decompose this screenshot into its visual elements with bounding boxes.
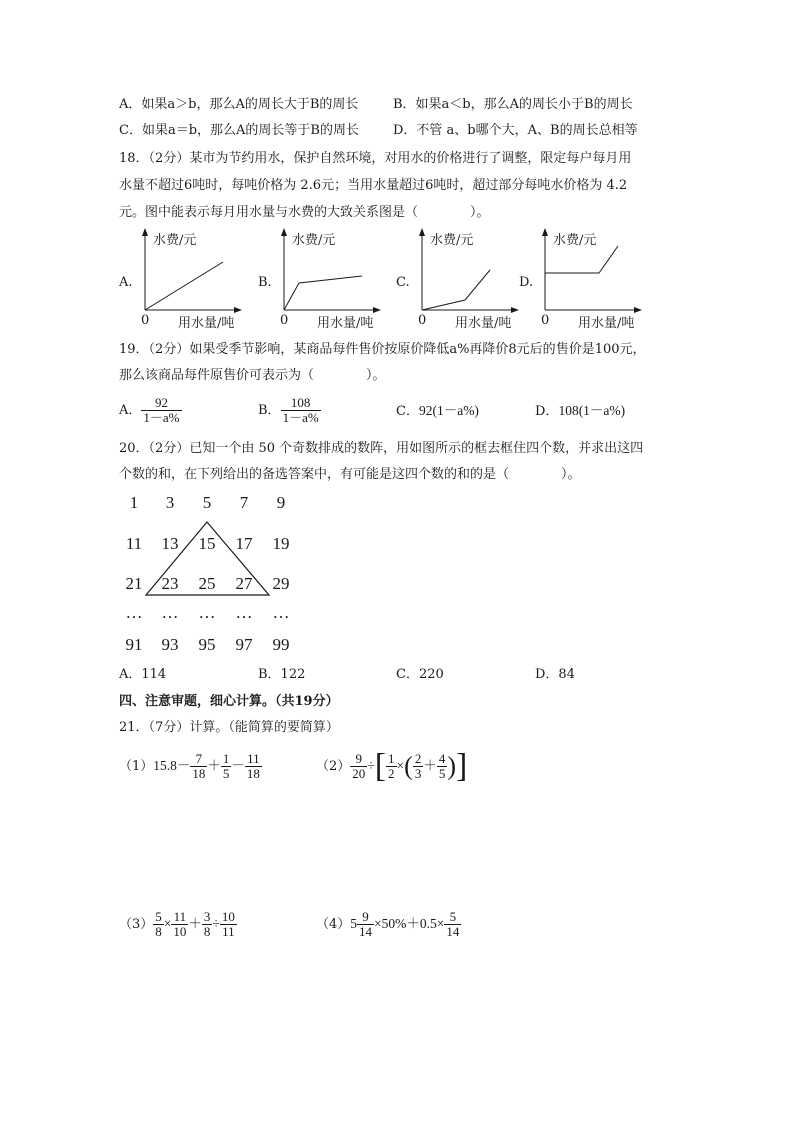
array-cell: 3 xyxy=(165,493,175,512)
array-cell: 23 xyxy=(161,574,179,593)
array-cell: … xyxy=(161,603,179,622)
array-cell: 1 xyxy=(129,493,139,512)
array-cell: 97 xyxy=(235,635,253,654)
array-cell: 15 xyxy=(198,534,216,553)
graph-d-ylabel: 水费/元 xyxy=(553,233,597,248)
graph-d-x-arrow xyxy=(634,307,642,313)
array-cells xyxy=(126,493,290,654)
fraction xyxy=(350,752,367,781)
fraction-denominator: 5 xyxy=(222,766,230,781)
q19-stem-line2: 那么该商品每件原售价可表示为（ ）。 xyxy=(119,368,386,383)
graph-d-curve xyxy=(545,246,618,273)
q19-option-b xyxy=(258,394,321,428)
graph-a-ylabel: 水费/元 xyxy=(153,233,197,248)
fraction-denominator: 8 xyxy=(203,924,211,939)
fraction-numerator: 9 xyxy=(355,751,363,766)
fraction-numerator: 1 xyxy=(388,751,395,766)
fraction-denominator: 8 xyxy=(155,924,162,939)
fraction-denominator: 5 xyxy=(438,766,446,781)
graph-b-curve xyxy=(284,276,362,310)
q20-stem-line2: 个数的和，在下列给出的备选答案中，有可能是这四个数的和的是（ ）。 xyxy=(119,467,581,482)
fraction xyxy=(202,910,213,939)
q20-option-d: D．84 xyxy=(535,667,575,682)
graph-d-y-arrow xyxy=(542,228,548,236)
fraction xyxy=(413,752,424,781)
q19-option-c-expr: 92(1－a%) xyxy=(418,403,479,418)
fraction xyxy=(245,752,262,781)
array-cell: 29 xyxy=(272,574,290,593)
array-cell: 5 xyxy=(202,493,212,512)
q19-option-c xyxy=(396,402,479,421)
fraction xyxy=(221,752,232,781)
q18-stem-line3: 元。图中能表示每月用水量与水费的大致关系图是（ ）。 xyxy=(119,205,490,220)
graph-a-xlabel: 用水量/吨 xyxy=(178,316,235,331)
q21-stem: 21．（7分）计算。（能简算的要简算） xyxy=(119,720,339,735)
left-paren: ( xyxy=(404,751,413,781)
q19-option-a xyxy=(119,394,182,428)
fraction-denominator: 3 xyxy=(414,766,422,781)
array-cell: 21 xyxy=(125,574,143,593)
expr-lead: 15.8－ xyxy=(153,758,191,773)
q20-option-a: A．114 xyxy=(119,667,167,682)
operator: ＋ xyxy=(207,758,221,773)
q17-option-d: D．不管 a、b哪个大，A、B的周长总相等 xyxy=(393,123,638,138)
fraction-numerator: 1 xyxy=(222,751,230,766)
part-label: （4） xyxy=(316,917,351,932)
operator: × xyxy=(396,758,405,773)
q18-graph-d xyxy=(515,226,650,334)
graph-c-label: C. xyxy=(396,275,410,290)
q19-stem-line1: 19．（2分）如果受季节影响，某商品每件售价按原价降低a%再降价8元后的售价是100元， xyxy=(119,342,646,357)
fraction xyxy=(171,910,188,939)
graph-a-label: A. xyxy=(119,275,133,290)
fraction xyxy=(386,752,397,781)
q20-option-c: C．220 xyxy=(396,667,444,682)
mixed-whole: 5 xyxy=(350,916,358,931)
graph-c-xlabel: 用水量/吨 xyxy=(455,316,512,331)
fraction-numerator: 5 xyxy=(155,909,162,924)
part-label: （2） xyxy=(316,759,351,774)
array-cell: 93 xyxy=(161,635,179,654)
fraction-numerator: 9 xyxy=(362,909,369,924)
operator: × xyxy=(163,916,172,931)
operator: ÷ xyxy=(212,916,220,931)
q19-option-b-label: B． xyxy=(258,403,281,418)
graph-c-curve xyxy=(422,270,490,310)
operator: － xyxy=(231,758,245,773)
q19-option-b-fraction xyxy=(281,396,321,425)
fraction-denominator: 2 xyxy=(388,766,395,781)
fraction-denominator: 10 xyxy=(173,924,187,939)
graph-d-origin: 0 xyxy=(541,313,550,328)
fraction-denominator: 18 xyxy=(246,766,260,781)
array-cell: 13 xyxy=(161,534,179,553)
q19-option-d-label: D． xyxy=(535,404,559,419)
q21-part-3 xyxy=(119,906,237,943)
q18-stem-line2: 水量不超过6吨时，每吨价格为 2.6元；当用水量超过6吨时，超过部分每吨水价格为 4.2 xyxy=(119,178,628,193)
fraction xyxy=(437,752,448,781)
array-cell: 19 xyxy=(272,534,290,553)
operator: ＋ xyxy=(188,916,202,931)
fraction xyxy=(190,752,207,781)
expr-middle: ×50%＋0.5× xyxy=(374,916,445,931)
graph-d-label: D. xyxy=(519,275,534,290)
array-cell: … xyxy=(198,603,216,622)
fraction-numerator: 11 xyxy=(173,909,187,924)
fraction-denominator: 1－a% xyxy=(143,410,180,425)
q18-graph-a xyxy=(115,226,250,334)
q21-part-2 xyxy=(316,746,467,787)
graph-a-curve xyxy=(145,262,223,310)
graph-b-label: B. xyxy=(258,275,272,290)
graph-b-origin: 0 xyxy=(280,313,289,328)
q18-graph-c xyxy=(392,226,527,334)
array-cell: 9 xyxy=(276,493,286,512)
array-cell: 7 xyxy=(239,493,249,512)
operator: ＋ xyxy=(423,758,437,773)
q18-graph-b xyxy=(254,226,389,334)
q19-option-a-label: A． xyxy=(119,403,142,418)
array-cell: … xyxy=(125,603,143,622)
q17-option-b: B．如果a＜b，那么A的周长小于B的周长 xyxy=(393,97,633,112)
q20-option-b: B．122 xyxy=(258,667,306,682)
part-label: （1） xyxy=(119,759,154,774)
fraction xyxy=(444,910,461,939)
left-bracket: [ xyxy=(374,747,387,785)
graph-a-y-arrow xyxy=(142,228,148,236)
fraction-numerator: 2 xyxy=(414,751,422,766)
q17-option-a: A．如果a＞b，那么A的周长大于B的周长 xyxy=(119,97,359,112)
fraction xyxy=(220,910,237,939)
array-cell: 95 xyxy=(198,635,216,654)
q20-stem-line1: 20．（2分）已知一个由 50 个奇数排成的数阵，用如图所示的框去框住四个数，并求出这四 xyxy=(119,441,644,456)
graph-c-ylabel: 水费/元 xyxy=(430,233,474,248)
fraction-denominator: 14 xyxy=(446,924,460,939)
fraction-numerator: 5 xyxy=(449,909,457,924)
fraction-numerator: 10 xyxy=(221,909,235,924)
q19-option-a-fraction xyxy=(141,396,181,425)
fraction-numerator: 92 xyxy=(154,395,168,410)
fraction-numerator: 108 xyxy=(290,395,311,410)
graph-d-xlabel: 用水量/吨 xyxy=(578,316,635,331)
q19-option-d-expr: 108(1－a%) xyxy=(558,403,626,418)
graph-b-x-arrow xyxy=(373,307,381,313)
array-cell: … xyxy=(235,603,253,622)
array-cell: 11 xyxy=(125,534,143,553)
section-4-title: 四、注意审题，细心计算。（共19分） xyxy=(119,694,339,709)
fraction-denominator: 11 xyxy=(222,924,235,939)
graph-c-origin: 0 xyxy=(418,313,427,328)
q21-part-4 xyxy=(316,906,461,943)
graph-c-y-arrow xyxy=(419,228,425,236)
operator: ÷ xyxy=(367,758,375,773)
right-paren: ) xyxy=(447,751,456,781)
fraction-numerator: 4 xyxy=(438,751,446,766)
fraction-numerator: 3 xyxy=(203,909,211,924)
array-cell: 91 xyxy=(125,635,143,654)
array-cell: 17 xyxy=(235,534,253,553)
fraction-denominator: 1－a% xyxy=(282,410,319,425)
array-cell: … xyxy=(272,603,290,622)
fraction xyxy=(153,910,164,939)
array-cell: 25 xyxy=(198,574,216,593)
graph-b-y-arrow xyxy=(281,228,287,236)
array-cell: 27 xyxy=(235,574,253,593)
fraction-denominator: 20 xyxy=(352,766,366,781)
q17-option-c: C．如果a＝b，那么A的周长等于B的周长 xyxy=(119,123,359,138)
fraction-numerator: 11 xyxy=(247,751,260,766)
graph-a-x-arrow xyxy=(234,307,242,313)
q18-stem-line1: 18．（2分）某市为节约用水，保护自然环境，对用水的价格进行了调整，限定每户每月用 xyxy=(119,151,632,166)
graph-b-xlabel: 用水量/吨 xyxy=(317,316,374,331)
part-label: （3） xyxy=(119,917,154,932)
fraction-denominator: 14 xyxy=(359,924,373,939)
q19-option-d xyxy=(535,402,625,421)
fraction xyxy=(357,910,374,939)
graph-b-ylabel: 水费/元 xyxy=(292,233,336,248)
q19-option-c-label: C． xyxy=(396,404,419,419)
fraction-numerator: 7 xyxy=(195,751,203,766)
graph-a-origin: 0 xyxy=(141,313,150,328)
q21-part-1 xyxy=(119,748,262,785)
array-cell: 99 xyxy=(272,635,290,654)
fraction-denominator: 18 xyxy=(192,766,206,781)
right-bracket: ] xyxy=(456,747,468,785)
q20-number-array xyxy=(115,488,305,658)
